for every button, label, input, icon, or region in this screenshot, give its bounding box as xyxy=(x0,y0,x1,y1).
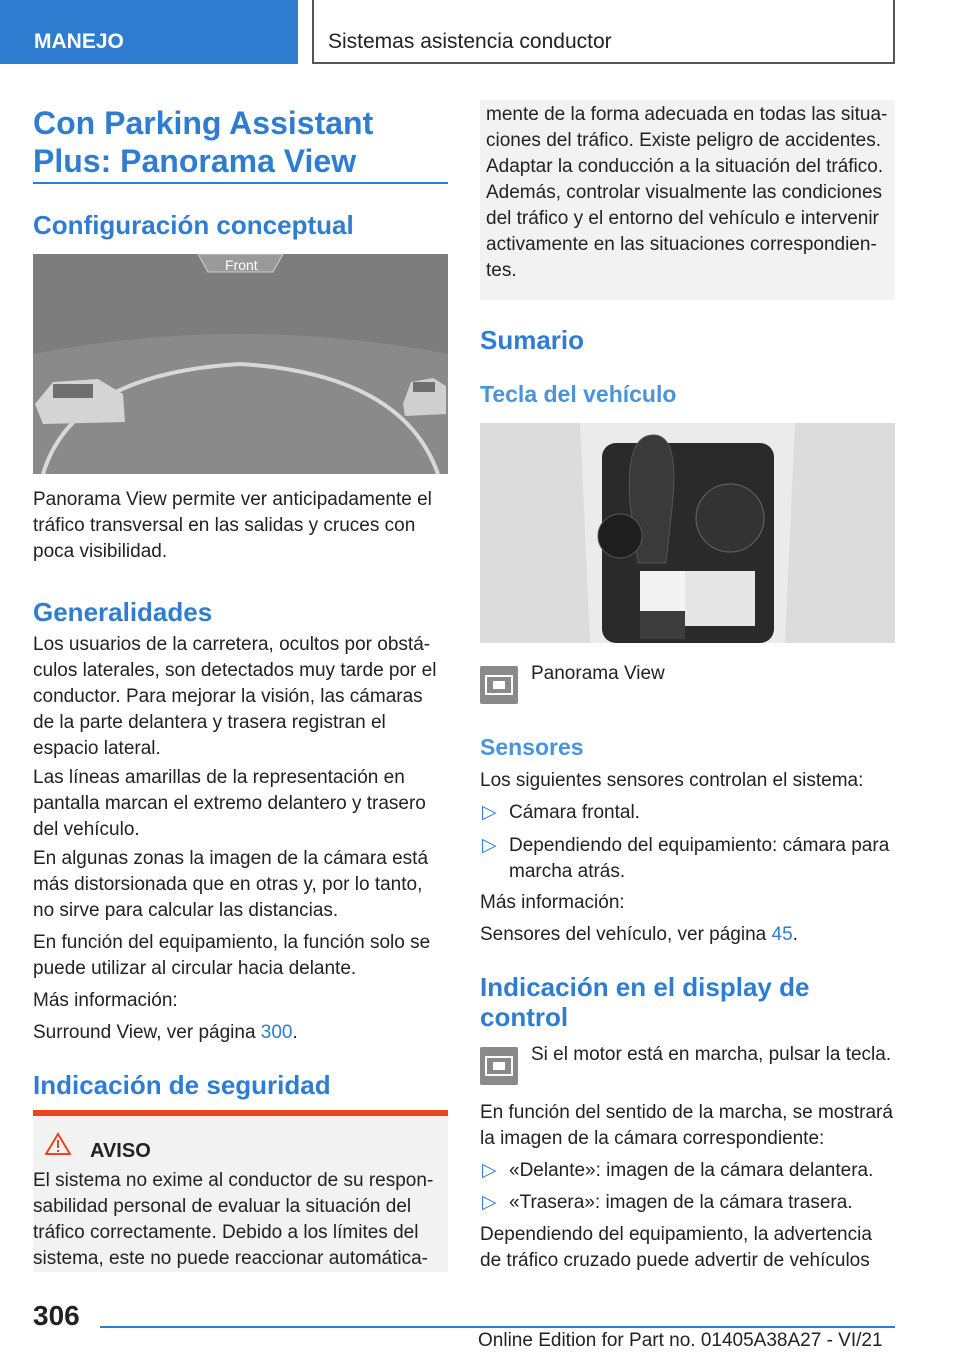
panorama-label: Panorama View xyxy=(531,663,665,684)
display-text: Si el motor está en marcha, pulsar la tecla. xyxy=(531,1044,892,1065)
title-divider xyxy=(33,182,448,184)
general-paragraph-4: En función del equipamiento, la función solo se puede utilizar al circular hacia delante. xyxy=(33,932,431,979)
sensors-reference xyxy=(480,922,895,948)
warning-bar xyxy=(33,1110,448,1116)
period: . xyxy=(792,924,798,945)
footer-divider xyxy=(100,1326,895,1328)
summary-heading: Sumario xyxy=(480,325,585,355)
camera-button-icon xyxy=(480,666,518,704)
warning-box xyxy=(33,1110,448,1272)
period: . xyxy=(292,1022,298,1043)
bullet-arrow-icon: ▷ xyxy=(482,1160,497,1181)
bullet-arrow-icon: ▷ xyxy=(482,802,497,823)
general-paragraph-2: Las líneas amarillas de la representación en pantalla marcan el extremo delantero y trasero del vehículo. xyxy=(33,767,426,840)
bullet-front: «Delante»: imagen de la cámara delantera. xyxy=(509,1160,874,1181)
concept-heading: Configuración conceptual xyxy=(33,210,354,240)
center-console-image xyxy=(480,423,895,643)
warning-box-continued xyxy=(480,100,895,300)
sensors-ref-text: Sensores del vehículo, ver página xyxy=(480,924,772,945)
page-title-line-2: Plus: Panorama View xyxy=(33,143,357,179)
edition-text: Online Edition for Part no. 01405A38A27 - VI/21 xyxy=(478,1330,883,1351)
warning-text: El sistema no exime al conductor de su responsabilidad personal de evaluar la situación del tráfico correctamente. Debido a los límites del sistema, este no puede reaccionar automática- xyxy=(33,1170,434,1269)
last-text: Dependiendo del equipamiento, la advertencia de tráfico cruzado puede advertir de vehículos xyxy=(480,1224,872,1271)
surround-text: Surround View, ver página xyxy=(33,1022,261,1043)
key-heading: Tecla del vehículo xyxy=(480,381,677,407)
warning-label: AVISO xyxy=(90,1140,151,1162)
concept-text: Panorama View permite ver anticipadamente el tráfico transversal en las salidas y cruces con poca visibilidad. xyxy=(33,489,432,562)
bullet-arrow-icon: ▷ xyxy=(482,835,497,856)
general-paragraph-3: En algunas zonas la imagen de la cámara está más distorsionada que en otras y, por lo tanto, no sirve para calcular las distancias. xyxy=(33,848,429,921)
panorama-camera-image xyxy=(33,254,448,474)
general-heading: Generalidades xyxy=(33,597,213,627)
sensors-page-link[interactable]: 45 xyxy=(771,924,793,945)
display-heading-line-1: Indicación en el display de xyxy=(480,972,810,1002)
sensor-item-2: Dependiendo del equipamiento: cámara para marcha atrás. xyxy=(509,835,890,882)
camera-button-icon xyxy=(480,1047,518,1085)
display-heading-line-2: control xyxy=(480,1002,569,1032)
front-label: Front xyxy=(225,257,258,273)
bullet-arrow-icon: ▷ xyxy=(482,1192,497,1213)
sensor-item-1: Cámara frontal. xyxy=(509,802,640,823)
direction-text: En función del sentido de la marcha, se mostrará la imagen de la cámara correspondiente: xyxy=(480,1102,893,1149)
page-number: 306 xyxy=(33,1300,80,1331)
chapter-title: Sistemas asistencia conductor xyxy=(312,0,895,64)
warning-text-continued: mente de la forma adecuada en todas las situaciones del tráfico. Existe peligro de accidentes. Adaptar la conducción a la situación del tráfico. Además, controlar visualmente las condiciones del tráfico y el entorno del vehículo e intervenir activamente en las situaciones correspondientes. xyxy=(486,104,888,281)
section-tab: MANEJO xyxy=(0,0,298,64)
sensors-intro: Los siguientes sensores controlan el sistema: xyxy=(480,770,864,791)
display-heading xyxy=(480,972,809,1032)
surround-page-link[interactable]: 300 xyxy=(260,1022,293,1043)
page-title-line-1: Con Parking Assistant xyxy=(33,105,374,141)
safety-heading: Indicación de seguridad xyxy=(33,1070,331,1100)
sensors-heading: Sensores xyxy=(480,734,584,760)
warning-triangle-icon xyxy=(45,1132,71,1161)
bullet-rear: «Trasera»: imagen de la cámara trasera. xyxy=(509,1192,853,1213)
more-info-label: Más información: xyxy=(480,892,625,913)
page-title xyxy=(33,104,448,180)
general-paragraph-1: Los usuarios de la carretera, ocultos por obstáculos laterales, son detectados muy tarde por el conductor. Para mejorar la visión, las cámaras de la parte delantera y trasera registran el espacio lateral. xyxy=(33,634,437,759)
surround-reference xyxy=(33,1020,448,1046)
more-info-label: Más información: xyxy=(33,990,178,1011)
